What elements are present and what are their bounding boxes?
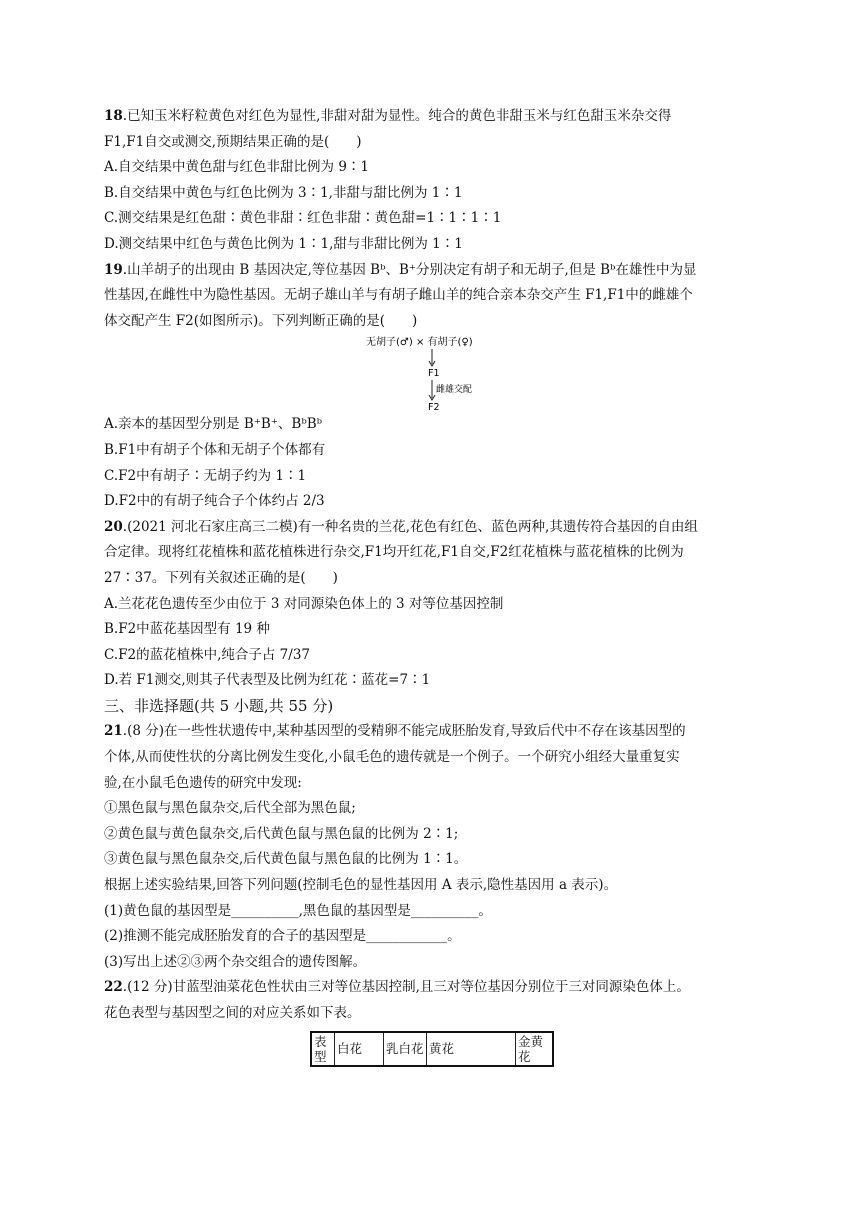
q20-stem-line2: 合定律。现将红花植株和蓝花植株进行杂交,F1均开红花,F1自交,F2红花植株与蓝花植株的比例为 xyxy=(104,544,684,561)
q18-number: 18 xyxy=(104,108,123,124)
q21-part-2: (2)推测不能完成胚胎发育的合子的基因型是____________。 xyxy=(104,928,461,945)
q21-stem-line3: 验,在小鼠毛色遗传的研究中发现: xyxy=(104,774,302,791)
q20-stem-line3: 27∶37。下列有关叙述正确的是( ) xyxy=(104,569,338,586)
q21-experiment-3: ③黄色鼠与黑色鼠杂交,后代黄色鼠与黑色鼠的比例为 1∶1。 xyxy=(104,851,468,868)
q21-part-1: (1)黄色鼠的基因型是__________,黑色鼠的基因型是__________。 xyxy=(104,902,492,919)
q19-option-c: C.F2中有胡子∶无胡子约为 1∶1 xyxy=(104,467,307,484)
q18-stem-text1: .已知玉米籽粒黄色对红色为显性,非甜对甜为显性。纯合的黄色非甜玉米与红色甜玉米杂交得 xyxy=(122,108,672,124)
table-cell: 乳白花 xyxy=(384,1032,427,1066)
q20-option-a: A.兰花花色遗传至少由位于 3 对同源染色体上的 3 对等位基因控制 xyxy=(104,595,504,612)
q18-option-b: B.自交结果中黄色与红色比例为 3∶1,非甜与甜比例为 1∶1 xyxy=(104,184,463,201)
q18-option-d: D.测交结果中红色与黄色比例为 1∶1,甜与非甜比例为 1∶1 xyxy=(104,235,463,252)
q20-stem-line1 xyxy=(104,515,764,541)
phenotype-table xyxy=(310,1031,554,1067)
diagram-parents: 无胡子(♂) × 有胡子(♀) xyxy=(366,337,473,349)
section-heading: 三、非选择题(共 5 小题,共 55 分) xyxy=(104,696,334,715)
q21-stem-line1 xyxy=(104,719,764,745)
q18-stem-line1 xyxy=(104,104,764,130)
q18-stem-line2: F1,F1自交或测交,预期结果正确的是( ) xyxy=(104,133,362,150)
table-cell: 白花 xyxy=(335,1032,384,1066)
cross-diagram xyxy=(104,334,764,412)
diagram-f2: F2 xyxy=(428,402,440,413)
q20-option-b: B.F2中蓝花基因型有 19 种 xyxy=(104,621,270,638)
q19-stem-line2: 性基因,在雌性中为隐性基因。无胡子雄山羊与有胡子雌山羊的纯合亲本杂交产生 F1,F1中的雌雄个 xyxy=(104,287,693,304)
q19-number: 19 xyxy=(104,261,123,278)
q22-stem-line1 xyxy=(104,975,764,1001)
q21-number: 21 xyxy=(104,723,123,740)
q19-stem-text1: .山羊胡子的出现由 B 基因决定,等位基因 Bᵇ、B⁺分别决定有胡子和无胡子,但是 Bᵇ在雄性中为显 xyxy=(122,261,697,278)
q22-stem-line2: 花色表型与基因型之间的对应关系如下表。 xyxy=(104,1005,361,1021)
q21-experiment-1: ①黑色鼠与黑色鼠杂交,后代全部为黑色鼠; xyxy=(104,800,356,817)
table-row xyxy=(311,1032,553,1066)
q19-option-d: D.F2中的有胡子纯合子个体约占 2/3 xyxy=(104,493,325,510)
q22-stem-text1: .(12 分)甘蓝型油菜花色性状由三对等位基因控制,且三对等位基因分别位于三对同源染色体上。 xyxy=(122,979,690,996)
q21-experiment-2: ②黄色鼠与黄色鼠杂交,后代黄色鼠与黑色鼠的比例为 2∶1; xyxy=(104,825,459,842)
exam-page xyxy=(104,104,764,1067)
cross-diagram-svg xyxy=(354,334,514,412)
q20-option-c: C.F2的蓝花植株中,纯合子占 7/37 xyxy=(104,646,310,663)
q19-stem-line1 xyxy=(104,258,764,284)
q20-stem-text1: .(2021 河北石家庄高三二模)有一种名贵的兰花,花色有红色、蓝色两种,其遗传符合基因的自由组 xyxy=(122,518,698,535)
q21-part-3: (3)写出上述②③两个杂交组合的遗传图解。 xyxy=(104,953,367,970)
q18-option-c: C.测交结果是红色甜∶黄色非甜∶红色非甜∶黄色甜=1∶1∶1∶1 xyxy=(104,210,502,227)
q21-stem-text1: .(8 分)在一些性状遗传中,某种基因型的受精卵不能完成胚胎发育,导致后代中不存在该基因型的 xyxy=(122,723,686,740)
q19-option-a: A.亲本的基因型分别是 B⁺B⁺、BᵇBᵇ xyxy=(104,416,323,433)
table-cell: 黄花 xyxy=(427,1032,516,1066)
q20-option-d: D.若 F1测交,则其子代表型及比例为红花∶蓝花=7∶1 xyxy=(104,672,431,689)
q21-intro: 根据上述实验结果,回答下列问题(控制毛色的显性基因用 A 表示,隐性基因用 a 表示)。 xyxy=(104,877,618,894)
q22-number: 22 xyxy=(104,979,123,996)
table-cell: 金黄花 xyxy=(516,1032,554,1066)
q19-stem-line3: 体交配产生 F2(如图所示)。下列判断正确的是( ) xyxy=(104,312,418,329)
q21-stem-line2: 个体,从而使性状的分离比例发生变化,小鼠毛色的遗传就是一个例子。一个研究小组经大量重复实 xyxy=(104,749,680,766)
table-header-cell: 表型 xyxy=(311,1032,335,1066)
diagram-f1: F1 xyxy=(428,368,440,380)
diagram-cross-label: 雌雄交配 xyxy=(436,385,473,396)
q19-option-b: B.F1中有胡子个体和无胡子个体都有 xyxy=(104,441,326,458)
q18-option-a: A.自交结果中黄色甜与红色非甜比例为 9∶1 xyxy=(104,159,370,176)
q20-number: 20 xyxy=(104,518,123,535)
